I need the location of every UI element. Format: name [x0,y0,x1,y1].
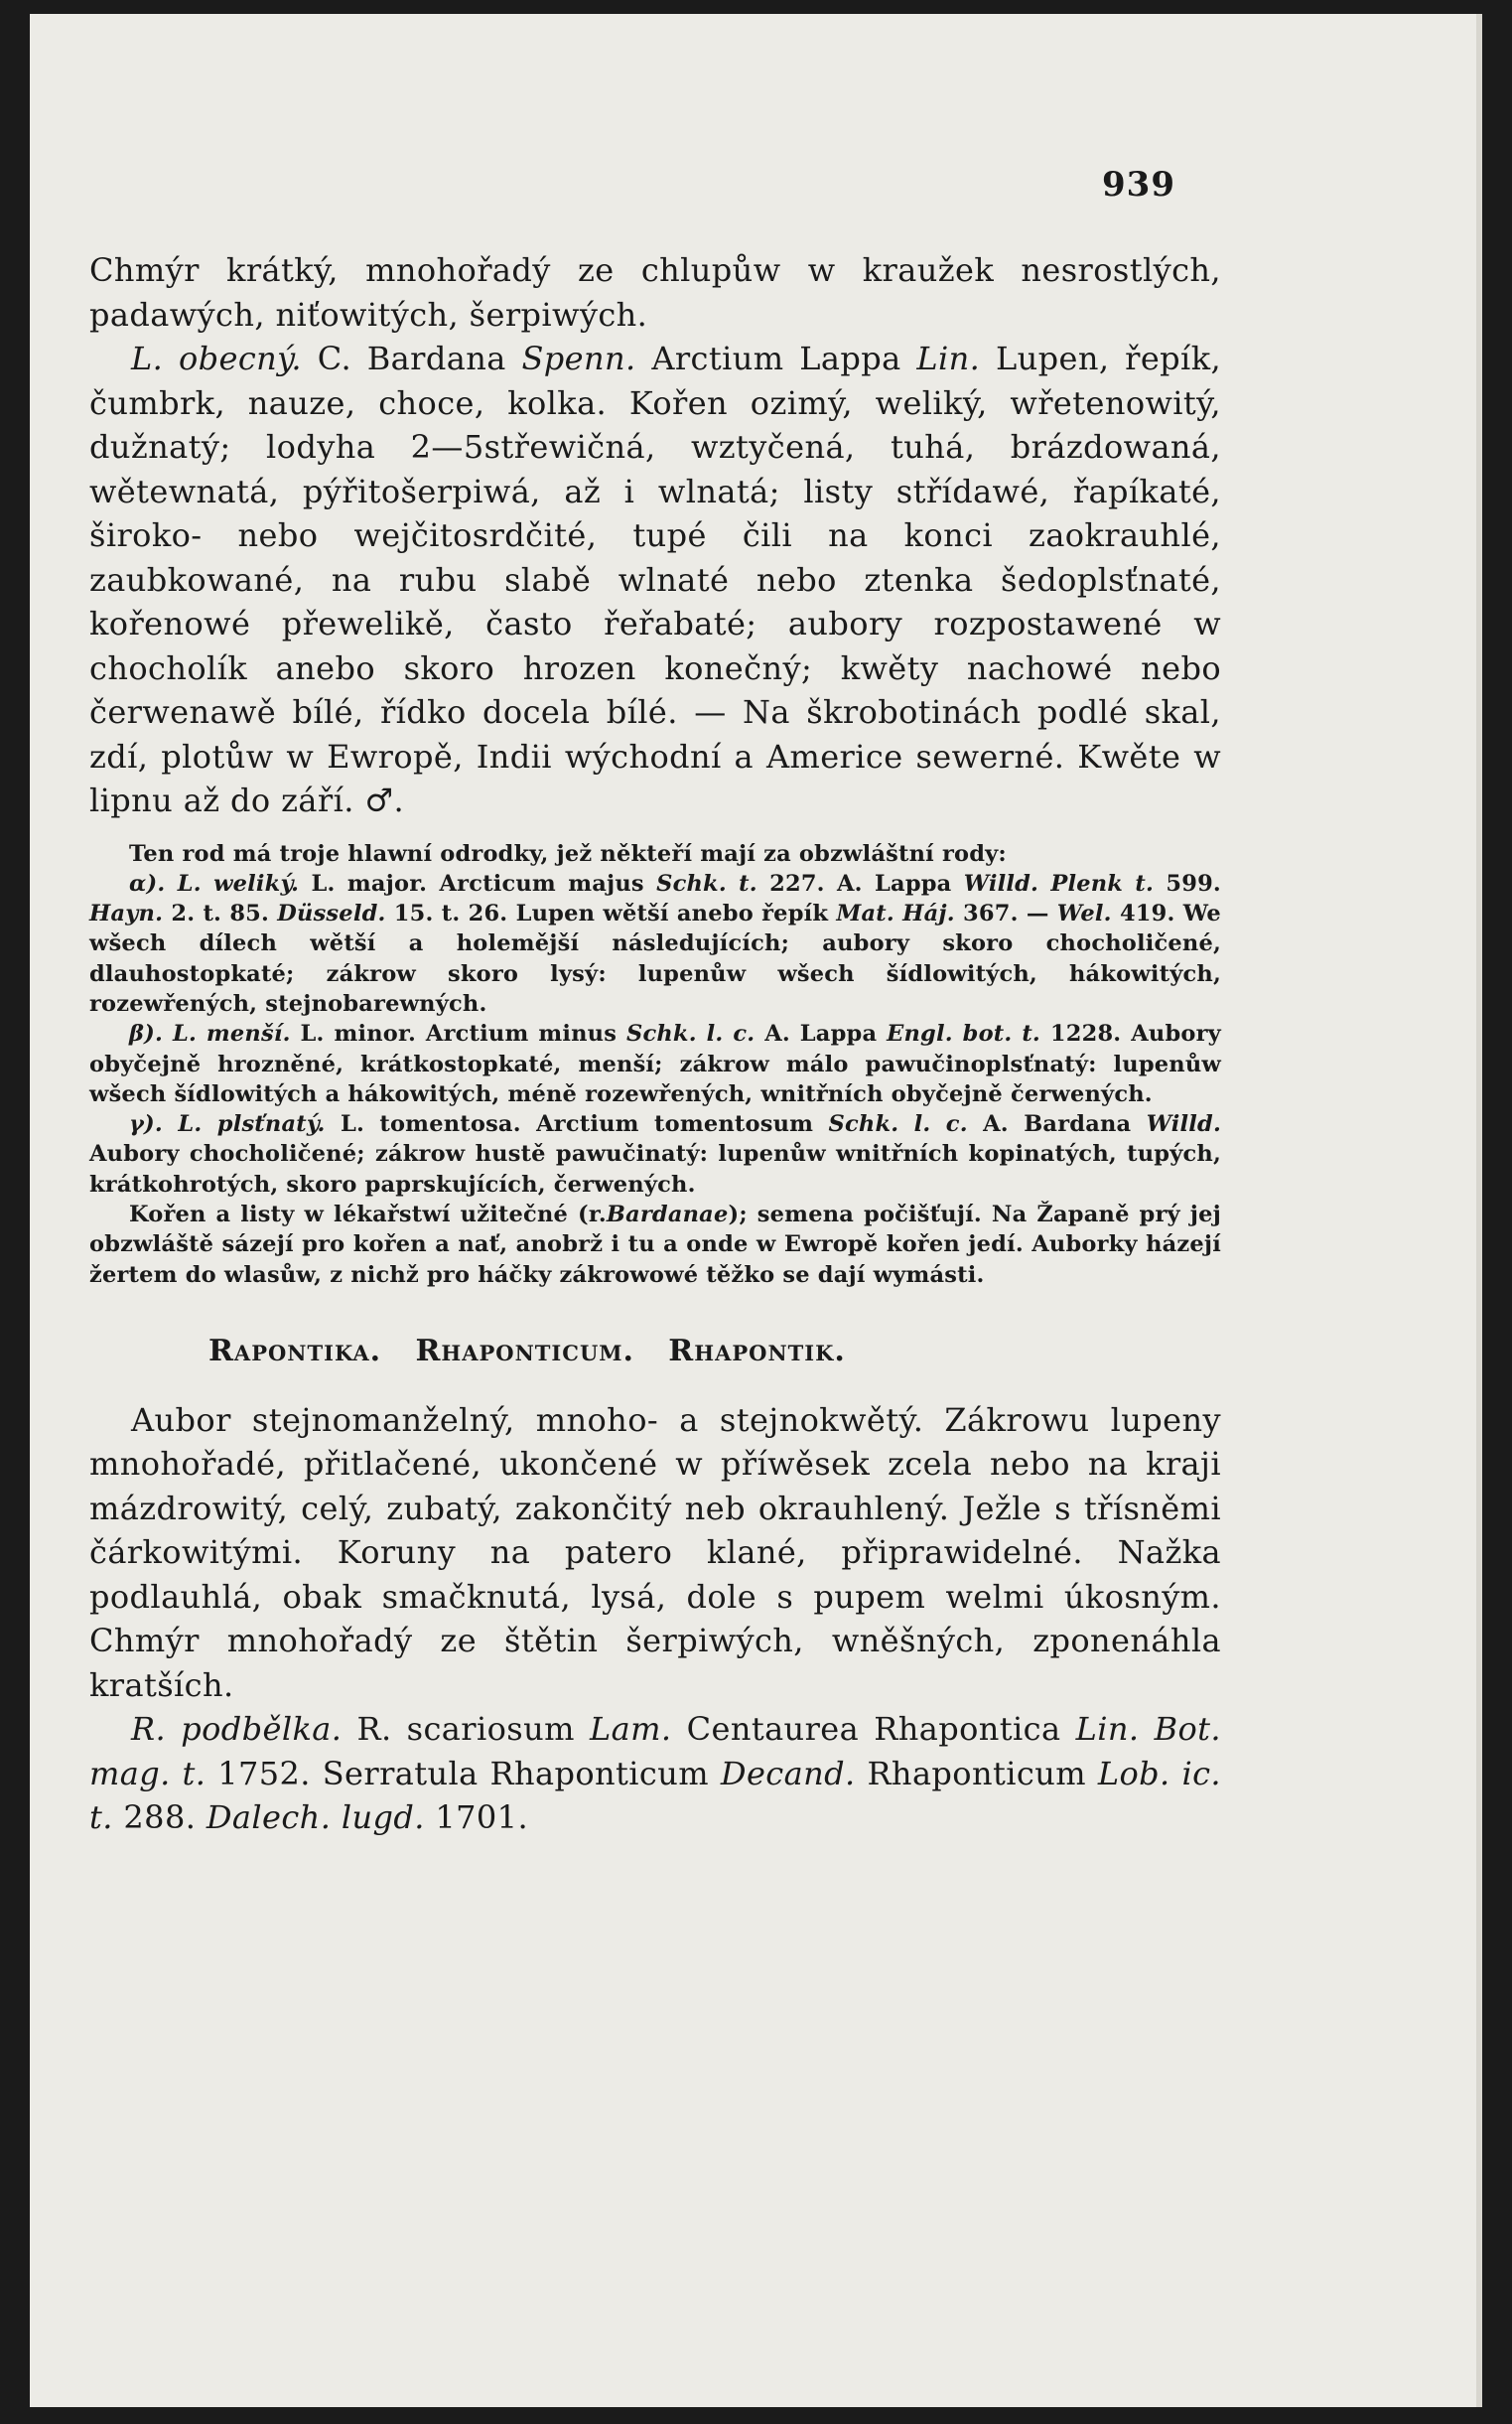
variety-alpha: α). L. weliký. L. major. Arcticum majus Schk. t. 227. A. Lappa Willd. Plenk t. 599. Hayn. 2. t. 85. Düsseld. 15. t. 26. Lupen wětší anebo řepík Mat. Háj. 367. — Wel. 419. We wšech dílech wětší a holemější následujících; aubory skoro chocholičené, dlauhostopkaté; zákrow skoro lysý: lupenůw wšech šídlowitých, hákowitých, rozewřených, stejnobarewných. [89,870,1221,1017]
species-name: L. obecný. [131,340,302,377]
page-number: 939 [1102,165,1175,205]
variety-beta: β). L. menší. L. minor. Arctium minus Schk. l. c. A. Lappa Engl. bot. t. 1228. Aubory obyčejně hrozněné, krátkostopkaté, menší; zákrow málo pawučinoplsťnatý: lupenůw wšech šídlowitých a hákowitých, méně rozewřených, wnitřních obyčejně čerwených. [89,1021,1221,1107]
section-heading: Rapontika. Rhaponticum. Rhapontik. [208,1333,846,1368]
podbelka-paragraph: R. podbělka. R. scariosum Lam. Centaurea Rhapontica Lin. Bot. mag. t. 1752. Serratula Rhaponticum Decand. Rhaponticum Lob. ic. t. 288. Dalech. lugd. 1701. [89,1710,1222,1837]
varieties-intro: Ten rod má troje hlawní odrodky, jež někteří mají za obzwláštní rody: [129,840,1007,867]
rhaponticum-block [89,1398,1221,1840]
rhaponticum-description: Aubor stejnomanželný, mnoho- a stejnokwětý. Zákrowu lupeny mnohořadé, přitlačené, ukončené w příwěsek zcela nebo na kraji mázdrowitý, celý, zubatý, zakončitý neb okrauhlený. Ježle s třísněmi čárkowitými. Koruny na patero klané, připrawidelné. Nažka podlauhlá, obak smačknutá, lysá, dole s pupem welmi úkosným. Chmýr mnohořadý ze štětin šerpiwých, wněšných, zponenáhla kratších. [89,1400,1221,1704]
arctium-species-paragraph: L. obecný. C. Bardana Spenn. Arctium Lappa Lin. Lupen, řepík, čumbrk, nauze, choce, kolka. Kořen ozimý, weliký, wřetenowitý, dužnatý; lodyha 2—5střewičná, wztyčená, tuhá, brázdowaná, wětewnatá, pýřitošerpiwá, až i wlnatá; listy střídawé, řapíkaté, široko- nebo wejčitosrdčité, tupé čili na konci zaokrauhlé, zaubkowané, na rubu slabě wlnaté nebo ztenka šedoplsťnaté, kořenowé přewelikě, často řeřabaté; aubory rozpostawené w chocholík anebo skoro hrozen konečný; kwěty nachowé nebo čerwenawě bílé, řídko docela bílé. — Na škrobotinách podlé skal, zdí, plotůw w Ewropě, Indii wýchodní a Americe sewerné. Kwěte w lipnu až do září. ♂. [89,340,1222,819]
varieties-block [89,839,1221,1290]
arctium-block [89,248,1221,823]
variety-gamma: γ). L. plsťnatý. L. tomentosa. Arctium tomentosum Schk. l. c. A. Bardana Willd. Aubory chocholičené; zákrow hustě pawučinatý: lupenůw wnitřních kopinatých, tupých, krátkohrotých, skoro paprskujících, čerwených. [89,1111,1221,1198]
uses-paragraph: Kořen a listy w lékařstwí užitečné (r.Bardanae); semena počišťují. Na Žapaně prý jej obzwláště sázejí pro kořen a nať, anobrž i tu a onde w Ewropě kořen jedí. Auborky házejí žertem do wlasůw, z nichž pro háčky zákrowowé těžko se dají wymásti. [89,1202,1221,1288]
arctium-description: Lupen, řepík, čumbrk, nauze, choce, kolka. Kořen ozimý, weliký, wřetenowitý, dužnatý; lodyha 2—5střewičná, wztyčená, tuhá, brázdowaná, wětewnatá, pýřitošerpiwá, až i wlnatá; listy střídawé, řapíkaté, široko- nebo wejčitosrdčité, tupé čili na konci zaokrauhlé, zaubkowané, na rubu slabě wlnaté nebo ztenka šedoplsťnaté, kořenowé přewelikě, často řeřabaté; aubory rozpostawené w chocholík anebo skoro hrozen konečný; kwěty nachowé nebo čerwenawě bílé, řídko docela bílé. — Na škrobotinách podlé skal, zdí, plotůw w Ewropě, Indii wýchodní a Americe sewerné. Kwěte w lipnu až do září. ♂. [89,340,1222,819]
genus-intro-paragraph: Chmýr krátký, mnohořadý ze chlupůw w kraužek nesrostlých, padawých, niťowitých, šerpiwých. [89,251,1221,334]
book-page [30,14,1482,2407]
page-body [89,248,1221,1840]
